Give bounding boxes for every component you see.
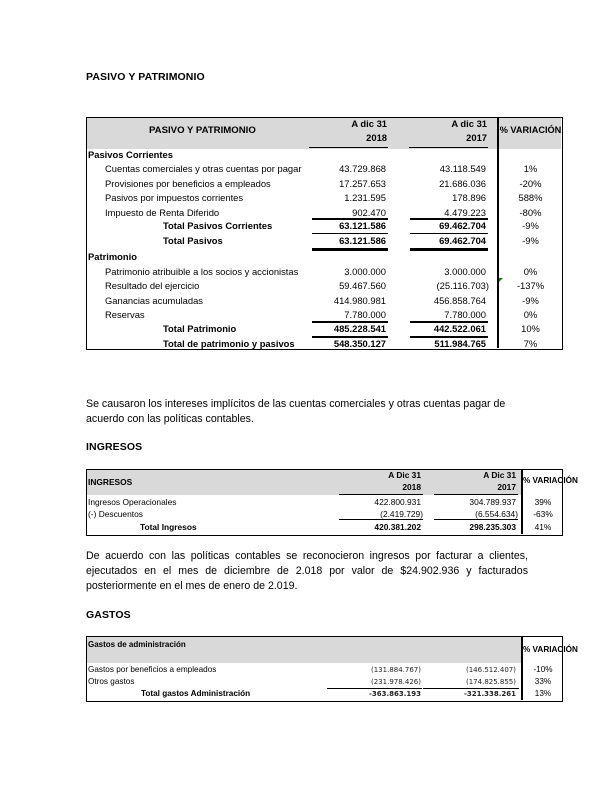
group-title-patrimonio: Patrimonio xyxy=(88,251,137,262)
subtotal-line xyxy=(410,233,488,234)
row-variation: 33% xyxy=(534,677,552,686)
total-2018: 548.350.127 xyxy=(333,337,386,349)
row-2018: (2.419.729) xyxy=(380,508,423,519)
total-2018: 63.121.586 xyxy=(339,235,386,246)
row-label: Pasivos por impuestos corrientes xyxy=(105,192,244,203)
row-variation: -80% xyxy=(519,206,542,218)
row-2017: 178.896 xyxy=(452,192,486,203)
row-2018: 17.257.653 xyxy=(339,177,386,189)
paragraph-line: acuerdo con las políticas contables. xyxy=(86,413,254,425)
row-variation: 0% xyxy=(523,309,538,320)
paragraph-line: posteriormente en el mes de enero de 2.019. xyxy=(86,580,298,592)
total-2018: -363.863.193 xyxy=(368,690,421,698)
header-variation: % VARIACIÓN xyxy=(523,476,578,485)
paragraph-line: De acuerdo con las políticas contables se reconocieron ingresos por facturar a clientes, xyxy=(86,550,528,562)
gastos-table xyxy=(86,636,578,702)
paragraph-intereses xyxy=(86,397,528,427)
row-label: Otros gastos xyxy=(88,677,135,686)
row-label: Reservas xyxy=(105,309,145,320)
total-label: Total Patrimonio xyxy=(163,323,237,334)
total-label: Total Pasivos xyxy=(163,235,223,246)
row-variation: -63% xyxy=(533,508,553,519)
row-variation: -9% xyxy=(522,294,539,306)
total-variation: 13% xyxy=(534,689,552,698)
header-underline-2017 xyxy=(434,494,518,495)
row-2018: 3.000.000 xyxy=(344,265,386,277)
total-2018: 420.381.202 xyxy=(374,522,421,532)
row-label: Provisiones por beneficios a empleados xyxy=(105,177,271,189)
row-2017: 7.780.000 xyxy=(444,309,486,320)
row-2018: 7.780.000 xyxy=(344,309,386,320)
row-label: (-) Descuentos xyxy=(88,508,143,519)
group-title-pasivos-corrientes: Pasivos Corrientes xyxy=(88,149,173,160)
total-variation: -9% xyxy=(522,235,539,246)
row-2017: 456.858.764 xyxy=(433,294,486,306)
total-variation: 10% xyxy=(521,323,540,334)
total-label: Total Pasivos Corrientes xyxy=(163,220,273,231)
header-label: Gastos de administración xyxy=(88,640,186,649)
header-variation: % VARIACIÓN xyxy=(499,125,562,135)
row-variation: 588% xyxy=(518,192,543,203)
row-2017: 304.789.937 xyxy=(469,497,516,507)
header-label: PASIVO Y PATRIMONIO xyxy=(149,125,256,136)
row-2017: (25.116.703) xyxy=(436,280,489,291)
paragraph-line: Se causaron los intereses implícitos de las cuentas comerciales y otras cuentas pagar de xyxy=(86,398,506,410)
double-underline xyxy=(410,248,488,251)
row-label: Ingresos Operacionales xyxy=(88,497,177,507)
header-underline-2018 xyxy=(339,494,423,495)
paragraph-ingresos-por-facturar xyxy=(86,549,528,594)
row-label: Impuesto de Renta Diferido xyxy=(105,206,220,218)
total-2018: 63.121.586 xyxy=(339,220,386,231)
header-label: INGRESOS xyxy=(88,477,133,487)
row-variation: -137% xyxy=(516,280,545,291)
total-2018: 485.228.541 xyxy=(333,323,386,334)
row-2018: (131.884.767) xyxy=(371,666,421,674)
section-title-gastos: GASTOS xyxy=(86,609,131,621)
row-label: Gastos por beneficios a empleados xyxy=(88,665,217,674)
row-variation: 0% xyxy=(523,265,538,277)
row-2018: 43.729.868 xyxy=(339,163,386,174)
header-variation: % VARIACIÓN xyxy=(523,645,578,654)
header-2017-line1: A dic 31 xyxy=(451,118,487,129)
row-variation: -20% xyxy=(519,177,542,189)
total-2017: 298.235.303 xyxy=(469,522,516,532)
row-variation: 1% xyxy=(523,163,538,174)
row-label: Ganancias acumuladas xyxy=(105,294,203,306)
header-2018-line1: A Dic 31 xyxy=(388,470,421,480)
total-variation: 7% xyxy=(523,337,538,349)
row-variation: -10% xyxy=(533,665,553,674)
row-2018: 59.467.560 xyxy=(339,280,386,291)
total-2017: 442.522.061 xyxy=(433,323,486,334)
table-header xyxy=(87,470,521,495)
header-2018-line2: 2018 xyxy=(402,482,421,492)
total-variation: 41% xyxy=(534,522,552,532)
row-2018: 414.980.981 xyxy=(333,294,386,306)
header-2017-line2: 2017 xyxy=(466,132,487,143)
row-2017: 3.000.000 xyxy=(444,265,486,277)
section-title-ingresos: INGRESOS xyxy=(86,441,143,453)
row-2017: (146.512.407) xyxy=(466,666,516,674)
subtotal-line xyxy=(327,688,422,689)
subtotal-line xyxy=(339,519,423,520)
row-2017: (6.554.634) xyxy=(475,508,518,519)
row-2018: 902.470 xyxy=(352,206,386,218)
header-2017-line2: 2017 xyxy=(497,482,516,492)
row-2018: 1.231.595 xyxy=(344,192,386,203)
header-underline-2018 xyxy=(309,147,388,148)
header-underline-2017 xyxy=(409,147,488,148)
row-variation: 39% xyxy=(534,497,552,507)
row-2017: 21.686.036 xyxy=(439,177,486,189)
row-2017: 4.479.223 xyxy=(444,206,486,218)
pasivo-patrimonio-table xyxy=(86,117,563,350)
total-label: Total de patrimonio y pasivos xyxy=(163,337,295,349)
total-2017: 69.462.704 xyxy=(439,235,486,246)
row-2018: (231.978.426) xyxy=(371,678,421,686)
subtotal-line xyxy=(312,233,388,234)
row-label: Cuentas comerciales y otras cuentas por pagar xyxy=(105,163,302,174)
row-label: Resultado del ejercicio xyxy=(105,280,200,291)
ingresos-table xyxy=(86,469,578,536)
total-2017: 69.462.704 xyxy=(439,220,486,231)
row-2017: 43.118.549 xyxy=(439,163,486,174)
paragraph-line: ejecutados en el mes de diciembre de 2.018 por valor de $24.902.936 y facturados xyxy=(86,565,528,577)
section-title-pasivo: PASIVO Y PATRIMONIO xyxy=(86,71,205,83)
row-2018: 422.800.931 xyxy=(374,497,421,507)
header-2018-line1: A dic 31 xyxy=(351,118,387,129)
double-underline xyxy=(312,248,388,251)
subtotal-line xyxy=(434,519,518,520)
row-label: Patrimonio atribuible a los socios y accionistas xyxy=(105,265,299,277)
header-2018-line2: 2018 xyxy=(366,132,387,143)
total-label: Total Ingresos xyxy=(140,522,197,532)
header-2017-line1: A Dic 31 xyxy=(483,470,516,480)
total-label: Total gastos Administración xyxy=(141,689,251,698)
total-2017: -321.338.261 xyxy=(463,690,516,698)
subtotal-line xyxy=(423,688,519,689)
total-variation: -9% xyxy=(522,220,539,231)
total-2017: 511.984.765 xyxy=(434,337,486,349)
row-2017: (174.825.855) xyxy=(466,678,516,686)
